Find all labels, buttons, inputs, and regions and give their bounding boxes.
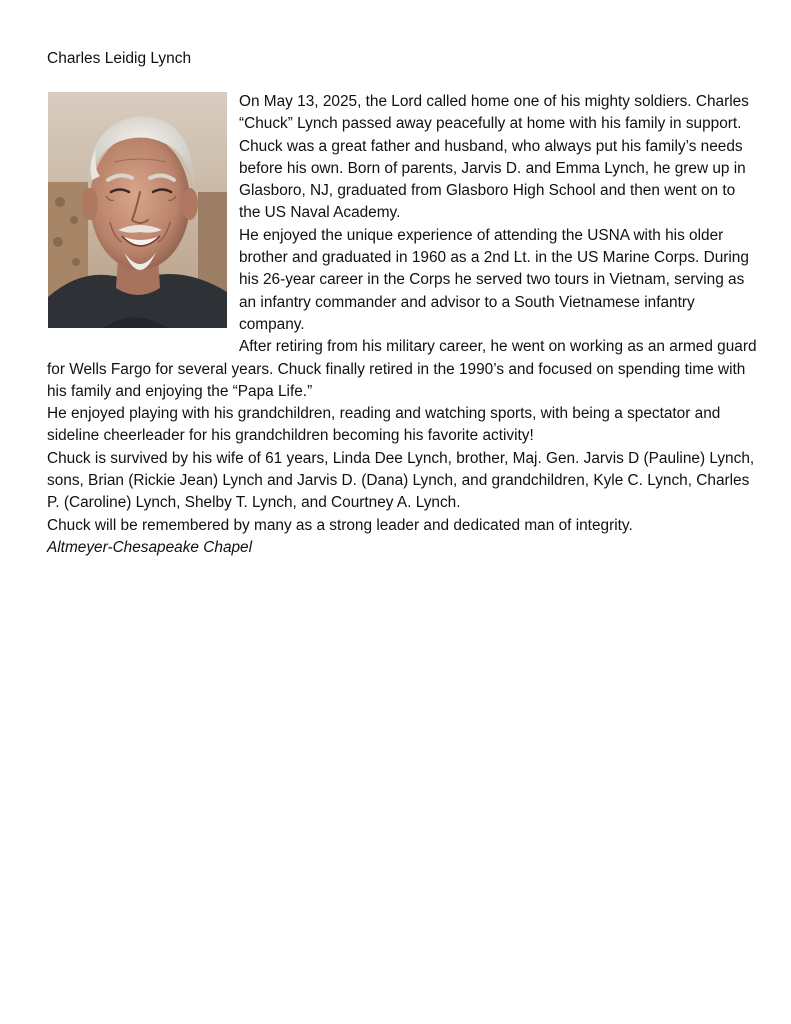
paragraph-military: He enjoyed the unique experience of attending the USNA with his older brother and graduated in 1960 as a 2nd Lt. in the US Marine Corps. During his 26-year career in the Corps he served two tours in Vietnam, serving as an infantry commander and advisor to a South Vietnamese infantry company.	[239, 226, 749, 333]
paragraph-passing: On May 13, 2025, the Lord called home one of his mighty soldiers. Charles “Chuck” Lynch passed away peacefully at home with his family in support.	[239, 93, 749, 133]
page-title: Charles Leidig Lynch	[47, 50, 192, 67]
obituary-text	[47, 91, 757, 559]
paragraph-remembrance: Chuck will be remembered by many as a strong leader and dedicated man of integrity.	[47, 516, 633, 534]
paragraph-retirement: After retiring from his military career, he went on working as an armed guard for Wells Fargo for several years. Chuck finally retired in the 1990’s and focused on spending time with his family and enjoying the “Papa Life.”	[47, 338, 757, 400]
funeral-home-signature: Altmeyer-Chesapeake Chapel	[47, 538, 253, 556]
paragraph-survivors: Chuck is survived by his wife of 61 years, Linda Dee Lynch, brother, Maj. Gen. Jarvis D (Pauline) Lynch, sons, Brian (Rickie Jean) Lynch and Jarvis D. (Dana) Lynch, and grandchildren, Kyle C. Lynch, Charles P. (Caroline) Lynch, Shelby T. Lynch, and Courtney A. Lynch.	[47, 449, 755, 512]
paragraph-family: Chuck was a great father and husband, who always put his family’s needs before his own. Born of parents, Jarvis D. and Emma Lynch, he grew up in Glasboro, NJ, graduated from Glasboro High School and then went on to the US Naval Academy.	[239, 137, 746, 222]
paragraph-hobbies: He enjoyed playing with his grandchildren, reading and watching sports, with being a spectator and sideline cheerleader for his grandchildren becoming his favorite activity!	[47, 405, 721, 445]
photo-wrap-spacer	[47, 91, 239, 337]
